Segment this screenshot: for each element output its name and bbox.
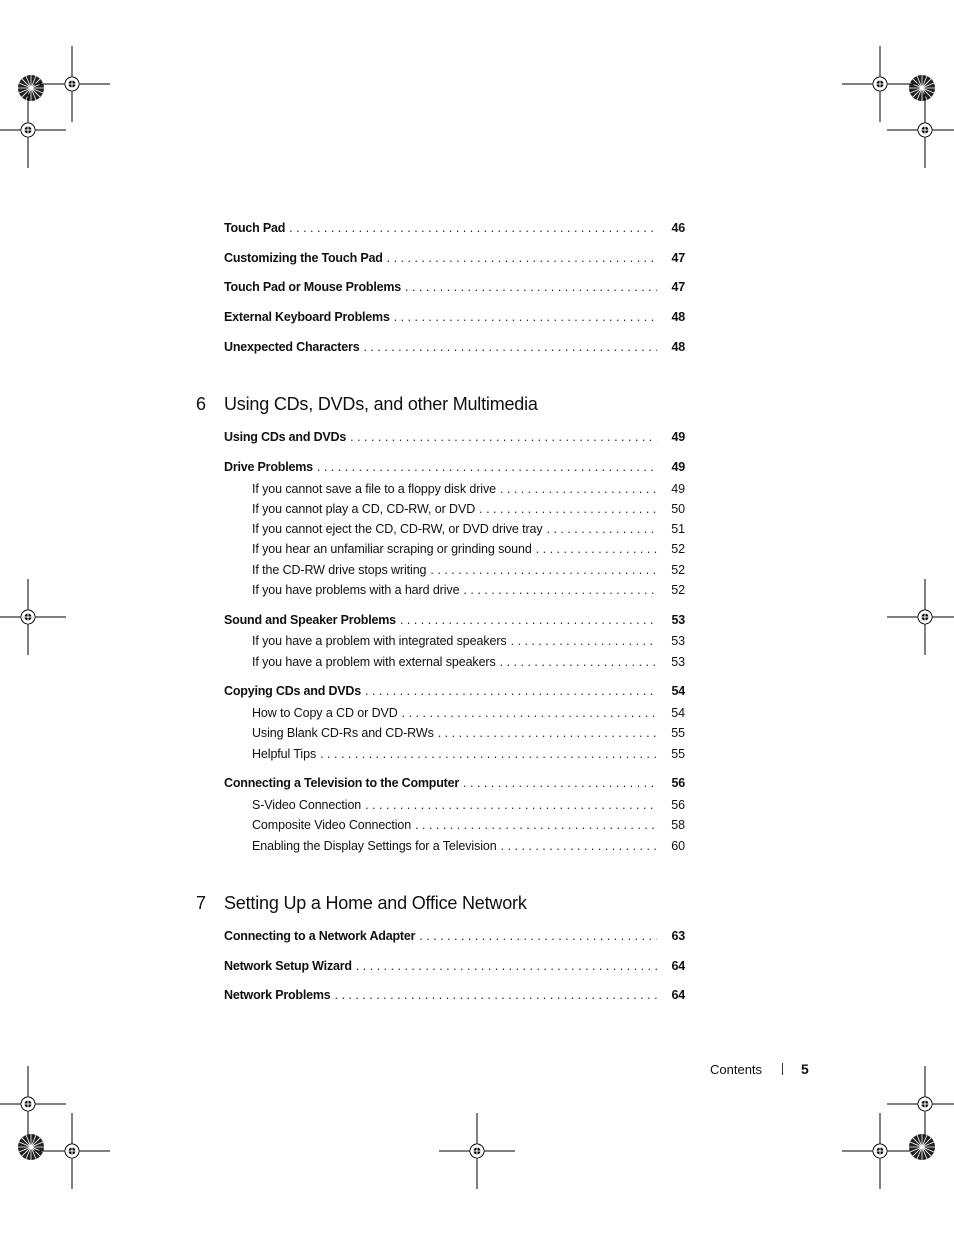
toc-entry-page: 46 (671, 221, 685, 235)
toc-subentry-title: Helpful Tips (252, 747, 317, 761)
toc-subentry-title: If the CD-RW drive stops writing (252, 563, 427, 577)
toc-subentry-page: 58 (671, 818, 685, 832)
toc-subentry-title: If you cannot play a CD, CD-RW, or DVD (252, 502, 476, 516)
toc-entry-title: Touch Pad (224, 221, 286, 235)
toc-entry[interactable] (224, 310, 685, 324)
registration-crosshair-icon (887, 92, 954, 168)
registration-crosshair-icon (34, 46, 110, 122)
toc-entry[interactable] (224, 929, 685, 943)
toc-entry-page: 53 (671, 613, 685, 627)
dot-leader (365, 684, 657, 698)
toc-subentry-title: Using Blank CD-Rs and CD-RWs (252, 726, 434, 740)
toc-subentry-page: 55 (671, 726, 685, 740)
toc-subentry-page: 53 (671, 634, 685, 648)
registration-crosshair-icon (0, 92, 66, 168)
toc-subentry[interactable] (252, 542, 685, 556)
chapter-heading[interactable] (196, 893, 527, 914)
toc-subentry-page: 53 (671, 655, 685, 669)
toc-entry-page: 49 (671, 460, 685, 474)
toc-subentry-title: If you hear an unfamiliar scraping or grinding sound (252, 542, 532, 556)
toc-entry-page: 48 (671, 340, 685, 354)
toc-subentry[interactable] (252, 839, 685, 853)
dot-leader (430, 563, 657, 577)
toc-subentry-title: If you cannot save a file to a floppy disk drive (252, 482, 496, 496)
footer-section-label: Contents (710, 1061, 763, 1077)
toc-entry-title: Using CDs and DVDs (224, 430, 347, 444)
toc-entry-title: Sound and Speaker Problems (224, 613, 396, 627)
toc-entry[interactable] (224, 684, 685, 698)
dot-leader (463, 776, 657, 790)
registration-crosshair-icon (887, 1066, 954, 1142)
dot-leader (500, 655, 657, 669)
registration-star-icon (18, 75, 44, 101)
toc-entry-page: 56 (671, 776, 685, 790)
toc-subentry-title: If you have problems with a hard drive (252, 583, 460, 597)
toc-subentry-page: 56 (671, 798, 685, 812)
footer-divider (782, 1063, 783, 1075)
dot-leader (547, 522, 657, 536)
registration-star-icon (909, 1134, 935, 1160)
toc-entry-title: Connecting a Television to the Computer (224, 776, 460, 790)
registration-crosshair-icon (842, 1113, 918, 1189)
chapter-number: 7 (196, 893, 206, 913)
toc-entry-title: Network Problems (224, 988, 331, 1002)
toc-subentry-page: 52 (671, 563, 685, 577)
toc-entry-page: 64 (671, 959, 685, 973)
dot-leader (415, 818, 657, 832)
toc-subentry-title: Enabling the Display Settings for a Television (252, 839, 497, 853)
toc-subentry[interactable] (252, 655, 685, 669)
dot-leader (394, 310, 657, 324)
dot-leader (479, 502, 657, 516)
toc-entry[interactable] (224, 776, 685, 790)
chapter-number: 6 (196, 394, 206, 414)
toc-subentry[interactable] (252, 706, 685, 720)
toc-entry[interactable] (224, 988, 685, 1002)
toc-subentry-page: 49 (671, 482, 685, 496)
toc-subentry[interactable] (252, 798, 685, 812)
dot-leader (463, 583, 657, 597)
chapter-title: Setting Up a Home and Office Network (224, 893, 527, 913)
registration-crosshair-icon (887, 579, 954, 655)
dot-leader (350, 430, 657, 444)
page-footer (710, 1061, 809, 1077)
toc-entry-page: 49 (671, 430, 685, 444)
toc-entry-page: 47 (671, 280, 685, 294)
toc-entry-title: Unexpected Characters (224, 340, 360, 354)
chapter-heading[interactable] (196, 394, 538, 415)
toc-subentry-title: How to Copy a CD or DVD (252, 706, 398, 720)
registration-crosshair-icon (0, 579, 66, 655)
toc-entry[interactable] (224, 221, 685, 235)
toc-subentry-title: S-Video Connection (252, 798, 362, 812)
toc-entry[interactable] (224, 430, 685, 444)
toc-entry[interactable] (224, 460, 685, 474)
toc-entry-title: Connecting to a Network Adapter (224, 929, 416, 943)
toc-entry-page: 63 (671, 929, 685, 943)
chapter-title: Using CDs, DVDs, and other Multimedia (224, 394, 538, 414)
dot-leader (511, 634, 657, 648)
toc-entry-title: Customizing the Touch Pad (224, 251, 383, 265)
registration-crosshair-icon (0, 1066, 66, 1142)
dot-leader (356, 959, 657, 973)
toc-subentry-page: 52 (671, 583, 685, 597)
registration-crosshair-icon (439, 1113, 515, 1189)
dot-leader (402, 706, 657, 720)
toc-subentry[interactable] (252, 634, 685, 648)
toc-subentry[interactable] (252, 818, 685, 832)
dot-leader (320, 747, 657, 761)
dot-leader (289, 221, 657, 235)
dot-leader (335, 988, 657, 1002)
toc-entry-title: External Keyboard Problems (224, 310, 390, 324)
toc-entry[interactable] (224, 280, 685, 294)
toc-subentry[interactable] (252, 747, 685, 761)
dot-leader (400, 613, 657, 627)
toc-entry-page: 48 (671, 310, 685, 324)
toc-subentry-page: 52 (671, 542, 685, 556)
toc-subentry-title: If you cannot eject the CD, CD-RW, or DVD drive tray (252, 522, 543, 536)
dot-leader (438, 726, 657, 740)
toc-entry-title: Drive Problems (224, 460, 313, 474)
toc-entry[interactable] (224, 340, 685, 354)
toc-subentry[interactable] (252, 482, 685, 496)
toc-subentry-title: Composite Video Connection (252, 818, 412, 832)
toc-subentry[interactable] (252, 583, 685, 597)
toc-entry-title: Network Setup Wizard (224, 959, 352, 973)
toc-entry[interactable] (224, 959, 685, 973)
registration-star-icon (18, 1134, 44, 1160)
dot-leader (363, 340, 657, 354)
toc-subentry-page: 54 (671, 706, 685, 720)
dot-leader (317, 460, 657, 474)
registration-crosshair-icon (34, 1113, 110, 1189)
toc-subentry-page: 55 (671, 747, 685, 761)
toc-entry-title: Copying CDs and DVDs (224, 684, 361, 698)
toc-subentry[interactable] (252, 563, 685, 577)
toc-subentry-page: 50 (671, 502, 685, 516)
toc-entry-title: Touch Pad or Mouse Problems (224, 280, 402, 294)
registration-crosshair-icon (842, 46, 918, 122)
dot-leader (365, 798, 657, 812)
dot-leader (387, 251, 657, 265)
page-number: 5 (801, 1061, 809, 1077)
toc-subentry[interactable] (252, 522, 685, 536)
dot-leader (419, 929, 657, 943)
registration-star-icon (909, 75, 935, 101)
dot-leader (500, 482, 657, 496)
toc-entry-page: 47 (671, 251, 685, 265)
toc-entry[interactable] (224, 251, 685, 265)
toc-entry-page: 64 (671, 988, 685, 1002)
toc-entry-page: 54 (671, 684, 685, 698)
toc-subentry[interactable] (252, 726, 685, 740)
toc-subentry-title: If you have a problem with external speakers (252, 655, 496, 669)
toc-entry[interactable] (224, 613, 685, 627)
dot-leader (536, 542, 657, 556)
dot-leader (405, 280, 657, 294)
toc-subentry-page: 60 (671, 839, 685, 853)
toc-subentry-page: 51 (671, 522, 685, 536)
dot-leader (501, 839, 657, 853)
toc-subentry[interactable] (252, 502, 685, 516)
toc-subentry-title: If you have a problem with integrated speakers (252, 634, 507, 648)
